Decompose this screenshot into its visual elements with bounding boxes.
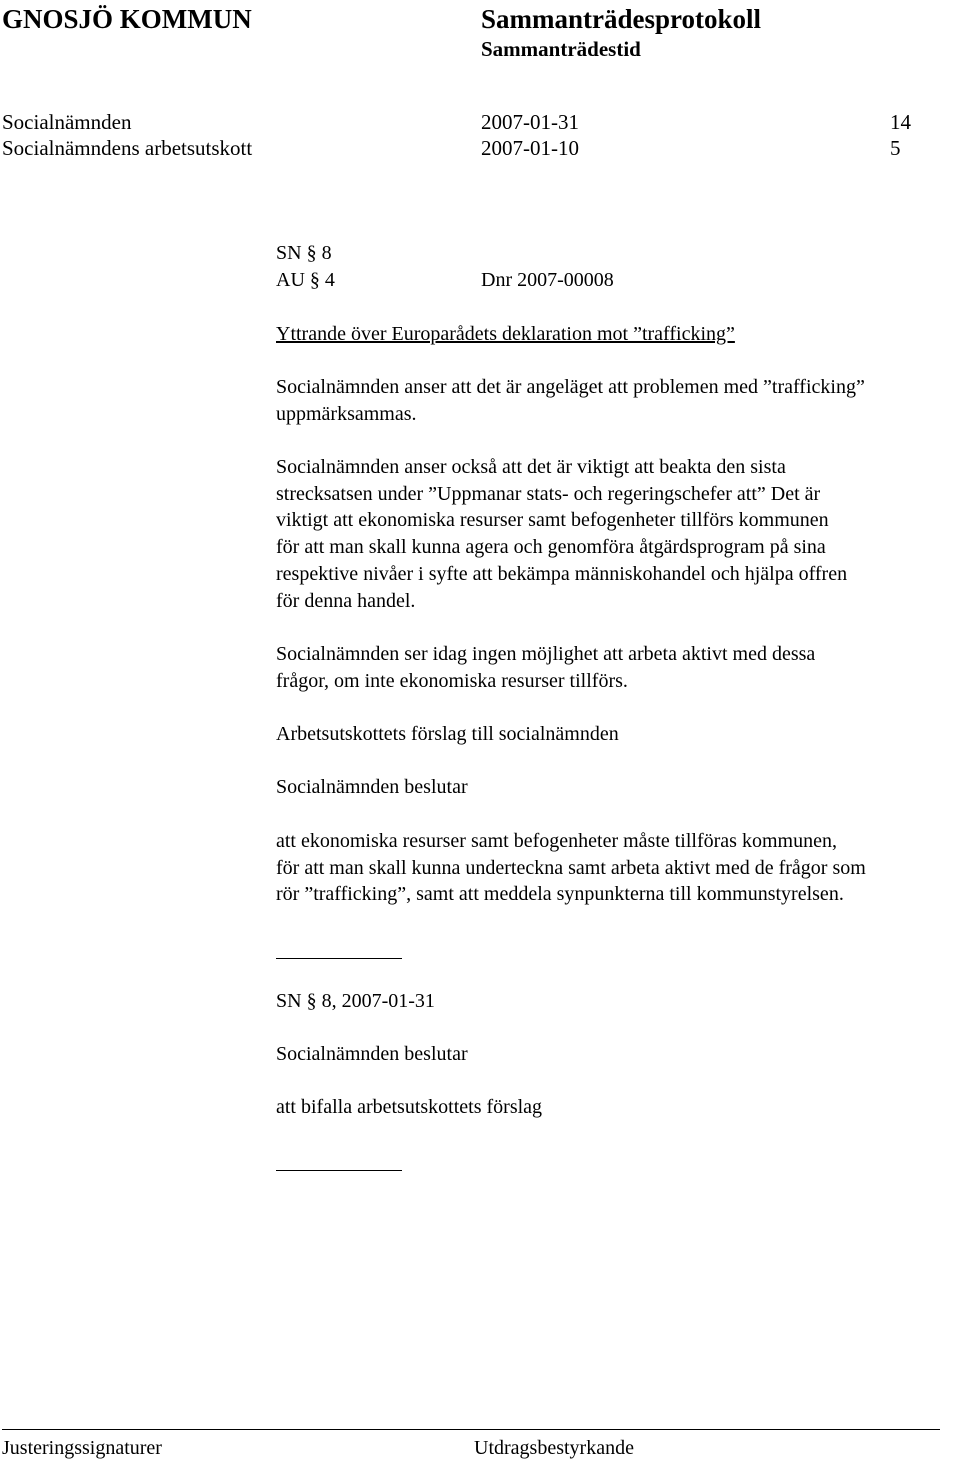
decides-heading-1: Socialnämnden beslutar (276, 776, 468, 798)
decides-heading-2: Socialnämnden beslutar (276, 1043, 468, 1065)
proposal-heading: Arbetsutskottets förslag till socialnämnden (276, 723, 619, 745)
meeting-date-1: 2007-01-31 (481, 110, 579, 134)
paragraph-1-line: uppmärksammas. (276, 402, 417, 425)
paragraph-3 (276, 641, 958, 694)
paragraph-2 (276, 454, 958, 614)
paragraph-2-line: strecksatsen under ”Uppmanar stats- och regeringschefer att” Det är (276, 482, 821, 505)
sn-paragraph-ref: SN § 8 (276, 242, 332, 264)
footer-signatures-label: Justeringssignaturer (2, 1437, 162, 1459)
meeting-body-1: Socialnämnden (2, 110, 132, 134)
case-title: Yttrande över Europarådets deklaration mot ”trafficking” (276, 323, 735, 345)
page-number-1: 14 (890, 110, 911, 134)
decision-1-line: att ekonomiska resurser samt befogenheter måste tillföras kommunen, (276, 830, 837, 852)
paragraph-3-line: frågor, om inte ekonomiska resurser tillförs. (276, 669, 628, 692)
decision-1-line: rör ”trafficking”, samt att meddela synpunkterna till kommunstyrelsen. (276, 883, 844, 906)
paragraph-2-line: Socialnämnden anser också att det är viktigt att beakta den sista (276, 456, 786, 478)
footer-certification-label: Utdragsbestyrkande (474, 1437, 634, 1459)
document-subtype: Sammanträdestid (481, 37, 641, 61)
decision-1-line: för att man skall kunna underteckna samt arbeta aktivt med de frågor som (276, 856, 866, 879)
paragraph-2-line: viktigt att ekonomiska resurser samt befogenheter tillförs kommunen (276, 509, 829, 532)
decision-1 (276, 828, 958, 908)
diary-number: Dnr 2007-00008 (481, 269, 614, 291)
paragraph-2-line: respektive nivåer i syfte att bekämpa människohandel och hjälpa offren (276, 562, 848, 585)
organization-name: GNOSJÖ KOMMUN (2, 4, 252, 34)
paragraph-1 (276, 374, 958, 427)
paragraph-3-line: Socialnämnden ser idag ingen möjlighet att arbeta aktivt med dessa (276, 643, 816, 665)
paragraph-1-line: Socialnämnden anser att det är angeläget att problemen med ”trafficking” (276, 376, 865, 398)
footer-rule (2, 1429, 940, 1430)
meeting-date-2: 2007-01-10 (481, 136, 579, 160)
paragraph-2-line: för denna handel. (276, 589, 416, 612)
separator-line (276, 958, 402, 959)
sn-decision-ref: SN § 8, 2007-01-31 (276, 990, 435, 1012)
document-type: Sammanträdesprotokoll (481, 4, 762, 34)
paragraph-2-line: för att man skall kunna agera och genomföra åtgärdsprogram på sina (276, 536, 826, 559)
separator-line (276, 1170, 402, 1171)
meeting-body-2: Socialnämndens arbetsutskott (2, 136, 253, 160)
au-paragraph-ref: AU § 4 (276, 269, 335, 291)
page-number-2: 5 (890, 136, 901, 160)
decision-2: att bifalla arbetsutskottets förslag (276, 1096, 543, 1118)
